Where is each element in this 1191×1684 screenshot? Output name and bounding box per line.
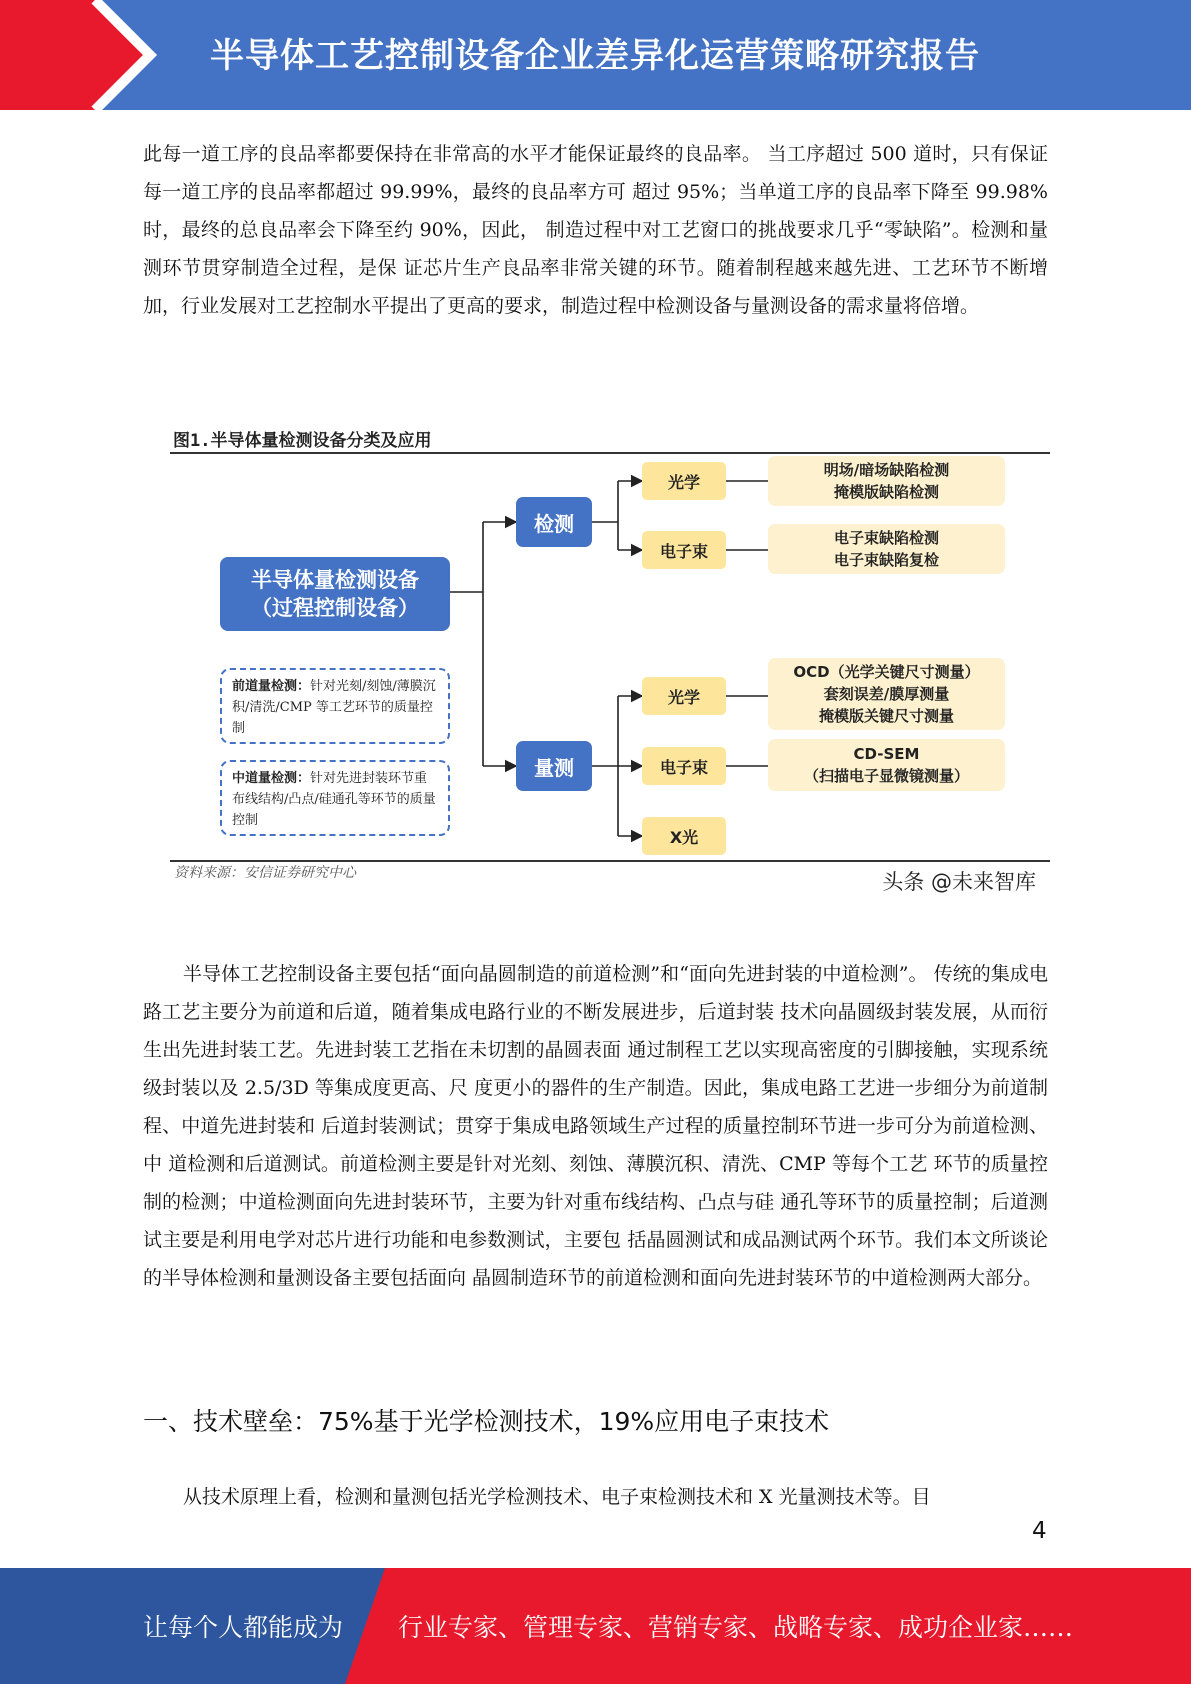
leaf-text: 掩模版缺陷检测 bbox=[833, 483, 939, 501]
note-front-end-text: 针对光刻/刻蚀/薄膜沉积/清洗/CMP 等工艺环节的质量控制 bbox=[232, 679, 436, 736]
note-mid-end bbox=[220, 760, 450, 836]
leaf-optical-inspection bbox=[768, 456, 1005, 506]
leaf-text: 掩模版关键尺寸测量 bbox=[818, 707, 954, 725]
footer-slogan-left: 让每个人都能成为 bbox=[143, 1613, 344, 1642]
figure-source: 资料来源：安信证券研究中心 bbox=[174, 865, 356, 881]
leaf-text: CD-SEM bbox=[853, 745, 920, 763]
figure-classification bbox=[170, 420, 1050, 900]
watermark: 头条 @未来智库 bbox=[882, 870, 1036, 894]
main-category-line2: （过程控制设备） bbox=[251, 596, 419, 620]
page-header bbox=[0, 0, 1191, 110]
leaf-text: OCD（光学关键尺寸测量） bbox=[793, 663, 980, 681]
page-footer bbox=[0, 1568, 1191, 1684]
paragraph-technology: 从技术原理上看，检测和量测包括光学检测技术、电子束检测技术和 X 光量测技术等。目 bbox=[183, 1486, 931, 1508]
sub-ebeam-inspection: 电子束 bbox=[642, 531, 726, 569]
category-metrology: 量测 bbox=[516, 741, 592, 791]
leaf-ebeam-metrology bbox=[768, 739, 1005, 791]
sub-xray-metrology: X光 bbox=[642, 817, 726, 855]
leaf-ebeam-inspection bbox=[768, 524, 1005, 574]
leaf-text: 电子束缺陷检测 bbox=[833, 529, 939, 547]
main-category-box bbox=[220, 557, 450, 631]
page-number: 4 bbox=[1032, 1518, 1047, 1544]
report-title: 半导体工艺控制设备企业差异化运营策略研究报告 bbox=[210, 36, 980, 76]
sub-optical-inspection: 光学 bbox=[642, 462, 726, 500]
leaf-text: 明场/暗场缺陷检测 bbox=[823, 461, 950, 479]
leaf-text: 套刻误差/膜厚测量 bbox=[823, 685, 950, 703]
leaf-text: 电子束缺陷复检 bbox=[833, 551, 939, 569]
leaf-text: （扫描电子显微镜测量） bbox=[803, 767, 969, 785]
paragraph-intro: 此每一道工序的良品率都要保持在非常高的水平才能保证最终的良品率。 当工序超过 500 道时，只有保证每一道工序的良品率都超过 99.99%，最终的良品率方可 超过 95%；当单道工序的良品率下降至 99.98%时，最终的总良品率会下降至约 90%，因此， 制造过程中对工艺窗口的挑战要求几乎“零缺陷”。检测和量测环节贯穿制造全过程，是保 证芯片生产良品率非常关键的环节。随着制程越来越先进、工艺环节不断增加，行业发展对工艺控制水平提出了更高的要求，制造过程中检测设备与量测设备的需求量将倍增。 bbox=[143, 143, 1048, 317]
footer-slogan-right: 行业专家、管理专家、营销专家、战略专家、成功企业家…… bbox=[398, 1613, 1074, 1642]
note-mid-end-label: 中道量检测： bbox=[232, 771, 311, 786]
sub-ebeam-metrology: 电子束 bbox=[642, 747, 726, 785]
figure-title: 图1.半导体量检测设备分类及应用 bbox=[173, 431, 432, 451]
section-heading: 一、技术壁垒：75%基于光学检测技术，19%应用电子束技术 bbox=[143, 1407, 830, 1436]
sub-optical-metrology: 光学 bbox=[642, 677, 726, 715]
note-front-end bbox=[220, 668, 450, 744]
main-category-line1: 半导体量检测设备 bbox=[251, 568, 419, 592]
category-inspection: 检测 bbox=[516, 497, 592, 547]
note-front-end-label: 前道量检测： bbox=[232, 679, 311, 694]
note-mid-end-text: 针对先进封装环节重布线结构/凸点/硅通孔等环节的质量控制 bbox=[232, 771, 436, 828]
leaf-optical-metrology bbox=[768, 658, 1005, 730]
paragraph-process-control: 半导体工艺控制设备主要包括“面向晶圆制造的前道检测”和“面向先进封装的中道检测”。 传统的集成电路工艺主要分为前道和后道，随着集成电路行业的不断发展进步，后道封装 技术向晶圆级封装发展，从而衍生出先进封装工艺。先进封装工艺指在未切割的晶圆表面 通过制程工艺以实现高密度的引脚接触，实现系统级封装以及 2.5/3D 等集成度更高、尺 度更小的器件的生产制造。因此，集成电路工艺进一步细分为前道制程、中道先进封装和 后道封装测试；贯穿于集成电路领域生产过程的质量控制环节进一步可分为前道检测、中 道检测和后道测试。前道检测主要是针对光刻、刻蚀、薄膜沉积、清洗、CMP 等每个工艺 环节的质量控制的检测；中道检测面向先进封装环节，主要为针对重布线结构、凸点与硅 通孔等环节的质量控制；后道测试主要是利用电学对芯片进行功能和电参数测试，主要包 括晶圆测试和成品测试两个环节。我们本文所谈论的半导体检测和量测设备主要包括面向 晶圆制造环节的前道检测和面向先进封装环节的中道检测两大部分。 bbox=[143, 963, 1048, 1289]
